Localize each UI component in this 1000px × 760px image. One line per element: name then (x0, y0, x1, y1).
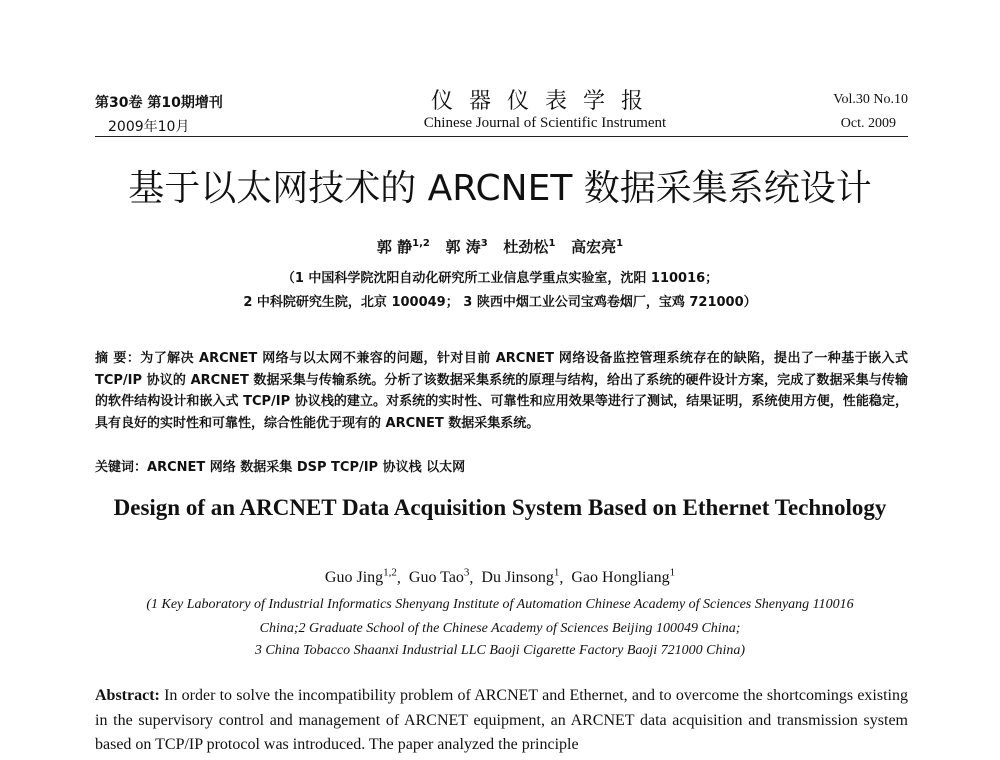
affiliation-en-line2: China;2 Graduate School of the Chinese Academy of Sciences Beijing 100049 China; (259, 621, 741, 636)
header-rule (95, 136, 908, 137)
author-en: Guo Jing$^{1,2}$ (324, 567, 397, 587)
author-cn: 郭 静$^{1,2}$ (376, 238, 430, 256)
affiliation-cn-line1: （1 中国科学院沈阳自动化研究所工业信息学重点实验室，沈阳 110016； (281, 271, 719, 286)
keywords-cn (95, 456, 908, 475)
date-en: Oct. 2009 (840, 116, 896, 131)
author-cn: 高宏亮$^1$ (571, 238, 624, 256)
affiliation-en-line1: (1 Key Laboratory of Industrial Informatics Shenyang Institute of Automation Chinese Academy of Sciences Shenyang 110016 (146, 597, 854, 612)
paper-title-en: Design of an ARCNET Data Acquisition System Based on Ethernet Technology (113, 495, 887, 520)
journal-name-cn: 仪器仪表学报 (430, 89, 659, 114)
abstract-cn-label: 摘 要： (95, 351, 141, 366)
abstract-en-text: In order to solve the incompatibility problem of ARCNET and Ethernet, and to overcome the shortcomings existing in the supervisory control and management of ARCNET equipment, an ARCNET data acquisition and transmission system based on TCP/IP protocol was introduced. The paper analyzed the principle (95, 687, 908, 753)
keywords-cn-label: 关键词： (95, 460, 148, 475)
authors-en: Guo Jing$^{1,2}$, Guo Tao$^3$, Du Jinsong$^1$, Gao Hongliang$^1$ (324, 567, 676, 587)
journal-name-en: Chinese Journal of Scientific Instrument (423, 115, 667, 131)
abstract-cn-text: 为了解决 ARCNET 网络与以太网不兼容的问题，针对目前 ARCNET 网络设备监控管理系统存在的缺陷，提出了一种基于嵌入式 TCP/IP 协议的 ARCNET 数据采集与传输系统。分析了该数据采集系统的原理与结构，给出了系统的硬件设计方案，完成了数据采集与传输的软件结构设计和嵌入式 TCP/IP 协议栈的建立。对系统的实时性、可靠性和应用效果等进行了测试，结果证明，系统使用方便，性能稳定，具有良好的实时性和可靠性，综合性能优于现有的 ARCNET 数据采集系统。 (95, 351, 908, 431)
affiliation-en-line3: 3 China Tobacco Shaanxi Industrial LLC Baoji Cigarette Factory Baoji 721000 China) (254, 643, 746, 658)
author-en: Gao Hongliang$^1$ (571, 567, 676, 587)
volume-issue-en: Vol.30 No.10 (833, 92, 908, 107)
date-cn: 2009年10月 (108, 119, 190, 135)
paper-title-cn: 基于以太网技术的 ARCNET 数据采集系统设计 (128, 168, 872, 209)
author-en: Guo Tao$^3$ (408, 567, 470, 587)
keywords-cn-text: ARCNET 网络 数据采集 DSP TCP/IP 协议栈 以太网 (147, 460, 466, 475)
abstract-en-label: Abstract: (95, 687, 160, 704)
author-cn: 杜劲松$^1$ (503, 238, 556, 256)
affiliation-cn-line2: 2 中科院研究生院，北京 100049； 3 陕西中烟工业公司宝鸡卷烟厂，宝鸡 721000） (243, 295, 757, 310)
authors-cn (0, 236, 1000, 257)
abstract-cn (95, 348, 908, 434)
author-cn: 郭 涛$^3$ (445, 238, 488, 256)
volume-issue-cn: 第30卷 第10期增刊 (95, 95, 223, 111)
abstract-en (95, 684, 908, 758)
author-en: Du Jinsong$^1$ (481, 567, 560, 587)
